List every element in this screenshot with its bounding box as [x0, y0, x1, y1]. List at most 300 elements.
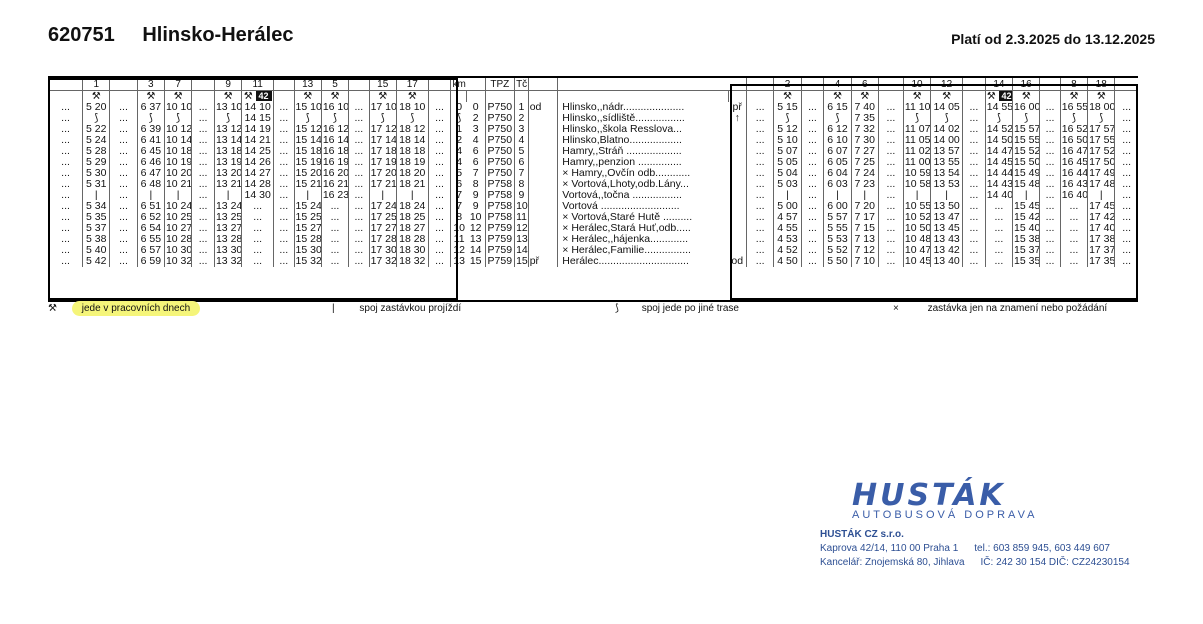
tpz-code: P750 — [485, 113, 515, 124]
departure-time: 16 52 — [1061, 124, 1088, 135]
departure-time: 14 25 — [242, 146, 274, 157]
departure-time: 14 10 — [242, 102, 274, 113]
departure-time: 16 47 — [1061, 146, 1088, 157]
departure-time: 13 27 — [215, 223, 242, 234]
departure-time: ... — [985, 212, 1012, 223]
departure-time: 4 57 — [774, 212, 801, 223]
departure-time: ... — [1040, 135, 1060, 146]
departure-time: ... — [110, 135, 137, 146]
departure-time: ... — [110, 190, 137, 201]
departure-time: ⟆ — [294, 113, 321, 124]
departure-time: ... — [1060, 212, 1087, 223]
departure-time: 5 29 — [83, 157, 110, 168]
departure-time: 6 07 — [824, 146, 851, 157]
departure-time: ... — [747, 245, 774, 256]
departure-time: ... — [110, 212, 137, 223]
tpz-code: P759 — [485, 245, 515, 256]
departure-time: 5 38 — [83, 234, 110, 245]
km-value-2: 0 — [472, 102, 479, 113]
departure-time: ... — [49, 124, 83, 135]
departure-time: ... — [428, 201, 451, 212]
departure-time: ... — [110, 146, 137, 157]
departure-time: 16 12 — [322, 124, 349, 135]
departure-time: ... — [428, 212, 451, 223]
departure-time: 10 10 — [165, 102, 192, 113]
km-value: 6 — [451, 179, 467, 190]
tpz-code: P750 — [485, 168, 515, 179]
departure-time: 4 52 — [774, 245, 801, 256]
hammers-icon — [192, 91, 215, 103]
departure-time: ... — [985, 234, 1012, 245]
departure-time: 6 00 — [824, 201, 851, 212]
departure-time: ... — [963, 102, 986, 113]
departure-time: ... — [1115, 256, 1138, 267]
km-value-2: 8 — [472, 179, 479, 190]
departure-time: | — [851, 190, 878, 201]
stop-name: Hamry,,Stráň ................... — [558, 146, 729, 157]
hammers-icon: ⚒ — [83, 91, 110, 103]
departure-time: 5 03 — [774, 179, 801, 190]
departure-time: 14 55 — [986, 102, 1013, 113]
departure-time: 4 50 — [774, 256, 801, 267]
departure-time: 13 19 — [215, 157, 242, 168]
departure-time: ⟆ — [903, 113, 930, 124]
departure-time: 15 14 — [295, 135, 322, 146]
departure-time: | — [774, 190, 801, 201]
company-address: Kaprova 42/14, 110 00 Praha 1 — [820, 543, 959, 554]
departure-time: ... — [747, 179, 774, 190]
departure-time: ... — [1115, 146, 1138, 157]
stop-index: 8 — [515, 179, 529, 190]
departure-time: ... — [192, 135, 215, 146]
departure-time: ... — [321, 212, 348, 223]
hammers-icon: ⚒ — [903, 91, 930, 103]
departure-time: ... — [110, 234, 137, 245]
departure-time: 13 47 — [931, 212, 963, 223]
departure-time: 18 25 — [396, 212, 428, 223]
departure-time: ... — [274, 234, 294, 245]
departure-time: ... — [963, 168, 986, 179]
departure-time: ... — [878, 256, 903, 267]
stop-name: × Vortová,Lhoty,odb.Lány... — [558, 179, 729, 190]
stop-name: Hlinsko,,škola Resslova... — [558, 124, 729, 135]
departure-time: ⟆ — [321, 113, 348, 124]
departure-time: 14 40 — [986, 190, 1013, 201]
departure-time: 17 40 — [1089, 223, 1115, 234]
bar-icon: | — [332, 303, 335, 314]
departure-time: ... — [963, 190, 986, 201]
departure-time: 15 21 — [295, 179, 322, 190]
departure-time: 10 14 — [165, 135, 192, 146]
departure-time: ... — [878, 168, 903, 179]
arrival-departure-mark-right — [728, 212, 746, 223]
departure-time: ... — [878, 245, 903, 256]
departure-time: ⟆ — [83, 113, 110, 124]
departure-time: ⟆ — [824, 113, 851, 124]
departure-time: ... — [963, 179, 986, 190]
departure-time: ... — [110, 223, 137, 234]
departure-time: ⟆ — [214, 113, 241, 124]
departure-time: 6 46 — [137, 157, 164, 168]
hammers-icon: ⚒ — [294, 91, 321, 103]
departure-time: ... — [242, 212, 274, 223]
departure-time: 14 05 — [931, 102, 963, 113]
departure-time: ... — [49, 212, 83, 223]
departure-time: ... — [1040, 124, 1060, 135]
departure-time: 17 10 — [370, 102, 397, 113]
departure-time: 5 15 — [774, 102, 801, 113]
table-row — [49, 234, 1139, 245]
departure-time: 16 43 — [1061, 179, 1088, 190]
hammers-icon: ⚒ 42 — [242, 91, 274, 103]
right-trip-number: 10 — [903, 78, 930, 91]
tpz-code: P750 — [485, 124, 515, 135]
departure-time: 14 52 — [986, 124, 1013, 135]
company-ids: IČ: 242 30 154 DIČ: CZ24230154 — [980, 557, 1130, 568]
departure-time: ... — [1060, 201, 1087, 212]
departure-time: ... — [49, 135, 83, 146]
stop-name: × Herálec,,hájenka............. — [558, 234, 729, 245]
table-row — [49, 179, 1139, 190]
departure-time: 7 40 — [851, 102, 878, 113]
departure-time: 15 35 — [1014, 256, 1040, 267]
departure-time: ... — [428, 157, 451, 168]
km-header-2 — [467, 78, 485, 91]
departure-time: ... — [747, 102, 774, 113]
hammers-icon — [963, 91, 986, 103]
departure-time: 5 31 — [83, 179, 110, 190]
departure-time: ... — [1040, 146, 1060, 157]
departure-time: 6 52 — [137, 212, 164, 223]
departure-time: 18 18 — [396, 146, 428, 157]
departure-time: | — [824, 190, 851, 201]
blank-cell — [485, 91, 515, 103]
departure-time: ... — [49, 223, 83, 234]
departure-time: ... — [49, 234, 83, 245]
departure-time: ... — [274, 212, 294, 223]
departure-time: 13 21 — [215, 179, 242, 190]
table-bottom-rule — [48, 300, 1138, 302]
blank-cell — [467, 91, 485, 103]
stop-index: 15 — [516, 256, 528, 267]
departure-time: ... — [963, 245, 986, 256]
departure-time: ... — [192, 245, 215, 256]
arrival-departure-mark-right — [728, 146, 746, 157]
departure-time: | — [396, 190, 428, 201]
departure-time: ... — [878, 223, 903, 234]
tpz-code: P759 — [485, 234, 515, 245]
departure-time: 11 05 — [904, 135, 931, 146]
departure-time: ... — [1040, 179, 1060, 190]
departure-time: 5 05 — [774, 157, 801, 168]
departure-time: ... — [1060, 256, 1087, 267]
km-value: 7 — [451, 190, 467, 201]
departure-time: 7 13 — [851, 234, 878, 245]
departure-time: ... — [878, 201, 903, 212]
departure-time: 13 50 — [931, 201, 963, 212]
departure-time: ... — [747, 135, 774, 146]
departure-time: 5 28 — [83, 146, 110, 157]
departure-time: ... — [1060, 245, 1087, 256]
departure-time: ... — [963, 212, 986, 223]
table-row — [49, 146, 1139, 157]
departure-time: 14 28 — [242, 179, 274, 190]
departure-time: ... — [274, 256, 294, 267]
departure-time: 16 45 — [1061, 157, 1088, 168]
departure-time: ... — [192, 113, 215, 124]
departure-time: 5 24 — [83, 135, 110, 146]
left-trip-number: 9 — [214, 78, 241, 91]
departure-time: 18 21 — [396, 179, 428, 190]
departure-time: 5 42 — [83, 256, 110, 267]
departure-time: ... — [1040, 190, 1060, 201]
departure-time: ... — [49, 168, 83, 179]
stop-name: Hlinsko,,sídliště................. — [558, 113, 729, 124]
hammers-icon: ⚒ — [321, 91, 348, 103]
arrival-departure-mark — [528, 190, 558, 201]
hammers-icon: ⚒ — [214, 91, 241, 103]
departure-time: 10 24 — [165, 201, 192, 212]
departure-time: 11 02 — [904, 146, 931, 157]
table-row — [49, 223, 1139, 234]
departure-time: 7 15 — [851, 223, 878, 234]
departure-time: ... — [963, 223, 986, 234]
departure-time: 14 50 — [986, 135, 1013, 146]
hammers-icon: ⚒ — [1060, 91, 1087, 103]
departure-time: 16 23 — [322, 190, 349, 201]
departure-time: 10 21 — [165, 179, 192, 190]
hammers-icon: ⚒ — [824, 91, 851, 103]
stop-name: Hamry,,penzion ............... — [558, 157, 729, 168]
departure-time: ... — [192, 234, 215, 245]
right-trip-number — [801, 78, 824, 91]
departure-time: 18 30 — [396, 245, 428, 256]
departure-time: ... — [49, 245, 83, 256]
departure-time: ... — [349, 146, 369, 157]
km-value: 2 — [451, 135, 467, 146]
departure-time: ... — [349, 157, 369, 168]
departure-time: ... — [349, 135, 369, 146]
left-trip-number: 11 — [242, 78, 274, 91]
departure-time: ⟆ — [164, 113, 191, 124]
departure-time: ... — [1040, 223, 1060, 234]
company-phone: tel.: 603 859 945, 603 449 607 — [974, 543, 1110, 554]
km-value: 1 — [451, 124, 467, 135]
route-name: Hlinsko-Herálec — [142, 24, 294, 46]
stop-index: 13 — [516, 234, 528, 245]
arrival-departure-mark-right — [728, 234, 746, 245]
departure-time: ... — [192, 168, 215, 179]
departure-time: ... — [274, 190, 294, 201]
stop-index: 7 — [515, 168, 529, 179]
departure-time: ... — [349, 234, 369, 245]
departure-time: 5 30 — [83, 168, 110, 179]
km-value: 4 — [451, 157, 467, 168]
departure-time: ... — [274, 179, 294, 190]
stop-index: 11 — [516, 212, 527, 223]
departure-time: | — [1088, 190, 1115, 201]
office-address: Kancelář: Znojemská 80, Jihlava — [820, 557, 965, 568]
table-row — [49, 201, 1139, 212]
left-trip-number — [192, 78, 215, 91]
departure-time: 16 20 — [322, 168, 349, 179]
departure-time: ... — [963, 234, 986, 245]
stop-index: 9 — [515, 190, 529, 201]
departure-time: ... — [274, 146, 294, 157]
km-value: ⟆ — [451, 113, 467, 124]
company-logo — [852, 478, 1062, 521]
departure-time: ... — [801, 113, 824, 124]
departure-time: ... — [747, 212, 774, 223]
departure-time: 11 10 — [904, 102, 931, 113]
departure-time: 14 30 — [242, 190, 274, 201]
departure-time: ... — [747, 168, 774, 179]
hammers-icon: ⚒ — [774, 91, 801, 103]
departure-time: 10 45 — [904, 256, 931, 267]
departure-time: 6 57 — [137, 245, 164, 256]
departure-time: 5 12 — [774, 124, 801, 135]
hammers-icon — [1040, 91, 1060, 103]
departure-time: 14 00 — [931, 135, 963, 146]
table-row — [49, 124, 1139, 135]
departure-time: 10 59 — [904, 168, 931, 179]
hammers-icon: ⚒ — [48, 303, 57, 314]
arrival-departure-mark-right — [728, 190, 746, 201]
trip-icon-row — [49, 91, 1139, 103]
departure-time: ... — [274, 157, 294, 168]
arrival-departure-mark-right — [728, 179, 746, 190]
departure-time: ... — [1040, 256, 1060, 267]
departure-time: ... — [349, 256, 369, 267]
departure-time: ... — [110, 179, 137, 190]
departure-time: 14 26 — [242, 157, 274, 168]
departure-time: 14 21 — [242, 135, 274, 146]
departure-time: 17 20 — [370, 168, 397, 179]
right-trip-number — [878, 78, 903, 91]
departure-time: 17 35 — [1089, 256, 1115, 267]
hammers-icon — [428, 91, 451, 103]
arrival-departure-mark — [528, 113, 558, 124]
right-trip-number: 12 — [931, 78, 963, 91]
departure-time: 6 51 — [137, 201, 164, 212]
departure-time: ... — [1040, 234, 1060, 245]
arrival-departure-mark-right — [728, 168, 746, 179]
departure-time: 15 40 — [1014, 223, 1040, 234]
departure-time: 13 53 — [931, 179, 963, 190]
departure-time: ... — [1040, 245, 1060, 256]
departure-time: 15 48 — [1014, 179, 1040, 190]
hammers-icon: ⚒ — [931, 91, 963, 103]
departure-time: 18 32 — [396, 256, 428, 267]
departure-time: ... — [1040, 212, 1060, 223]
right-trip-number: 14 — [985, 78, 1012, 91]
departure-time: ... — [801, 124, 824, 135]
departure-time: ... — [242, 234, 274, 245]
departure-time: ... — [192, 212, 215, 223]
hammers-icon — [110, 91, 137, 103]
departure-time: ... — [1115, 135, 1138, 146]
departure-time: ... — [192, 179, 215, 190]
departure-time: ... — [985, 245, 1012, 256]
departure-time: 15 57 — [1014, 124, 1040, 135]
km-value: 0 — [451, 102, 467, 113]
departure-time: 13 24 — [215, 201, 242, 212]
left-trip-number — [49, 78, 83, 91]
departure-time: ... — [801, 212, 824, 223]
departure-time: ... — [274, 124, 294, 135]
departure-time: ... — [878, 124, 903, 135]
left-trip-number: 15 — [369, 78, 396, 91]
departure-time: ... — [878, 157, 903, 168]
hammers-icon — [49, 91, 83, 103]
departure-time: 13 14 — [215, 135, 242, 146]
departure-time: 10 30 — [165, 245, 192, 256]
km-value-2: 3 — [472, 124, 479, 135]
departure-time: 15 50 — [1014, 157, 1040, 168]
km-header: km — [452, 78, 466, 90]
departure-time: ... — [321, 234, 348, 245]
departure-time: ... — [963, 113, 986, 124]
departure-time: 6 59 — [137, 256, 164, 267]
arrival-departure-mark — [528, 234, 558, 245]
blank-cell — [515, 91, 529, 103]
stop-index: 5 — [515, 146, 529, 157]
arrival-departure-mark — [528, 168, 558, 179]
km-value-2: 9 — [472, 190, 479, 201]
departure-time: ... — [274, 201, 294, 212]
departure-time: 5 07 — [774, 146, 801, 157]
stop-name: × Herálec,Familie................ — [558, 245, 729, 256]
departure-time: ... — [1040, 113, 1060, 124]
departure-time: ⟆ — [137, 113, 164, 124]
departure-time: ... — [110, 256, 137, 267]
departure-time: ... — [878, 190, 903, 201]
departure-time: ... — [1115, 223, 1138, 234]
tpz-code: P759 — [485, 256, 515, 267]
departure-time: ... — [49, 102, 83, 113]
hammers-icon: ⚒ — [164, 91, 191, 103]
departure-time: ... — [321, 223, 348, 234]
departure-time: ... — [747, 223, 774, 234]
departure-time: ⟆ — [1013, 113, 1040, 124]
departure-time: 15 12 — [295, 124, 322, 135]
left-trip-number — [349, 78, 369, 91]
table-row — [49, 212, 1139, 223]
table-row — [49, 157, 1139, 168]
departure-time: ... — [349, 212, 369, 223]
departure-time: 4 53 — [774, 234, 801, 245]
departure-time: | — [164, 190, 191, 201]
departure-time: ... — [963, 146, 986, 157]
departure-time: 18 19 — [396, 157, 428, 168]
departure-time: 11 07 — [904, 124, 931, 135]
departure-time: ... — [801, 157, 824, 168]
company-contact — [820, 528, 1130, 570]
departure-time: ... — [274, 223, 294, 234]
stop-name: Vortová,,točna ................. — [558, 190, 729, 201]
od-header — [528, 78, 558, 91]
departure-time: ... — [747, 146, 774, 157]
km-value-2: 9 — [472, 201, 479, 212]
km-value-2: 7 — [472, 168, 479, 179]
hammers-icon — [878, 91, 903, 103]
departure-time: 5 22 — [83, 124, 110, 135]
departure-time: 10 20 — [165, 168, 192, 179]
departure-time: 18 14 — [396, 135, 428, 146]
departure-time: 11 00 — [904, 157, 931, 168]
departure-time: ... — [1060, 234, 1087, 245]
stop-index: 3 — [515, 124, 529, 135]
